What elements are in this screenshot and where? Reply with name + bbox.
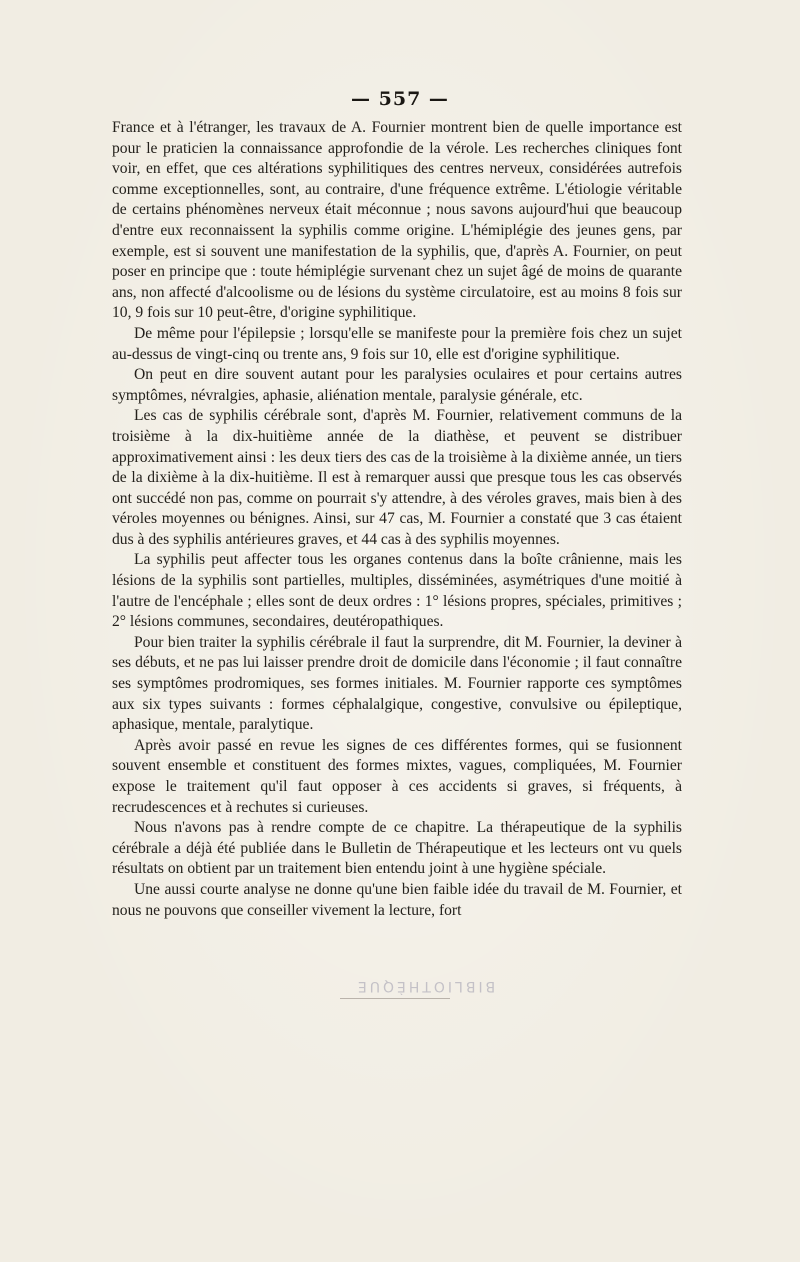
paragraph-3: On peut en dire souvent autant pour les paralysies oculaires et pour certains autres symptômes, névralgies, aphasie, aliénation mentale, paralysie générale, etc.	[112, 366, 682, 404]
paragraph-1: France et à l'étranger, les travaux de A. Fournier montrent bien de quelle importance est pour le praticien la connaissance approfondie de la vérole. Les recherches cliniques font voir, en effet, que ces altérations syphilitiques des centres nerveux, considérées autrefois comme exceptionnelles, sont, au contraire, d'une fréquence extrême. L'étiologie véritable de certains phénomènes nerveux était méconnue ; nous savons aujourd'hui que beaucoup d'entre eux reconnaissent la syphilis comme origine. L'hémiplégie des jeunes gens, par exemple, est si souvent une manifestation de la syphilis, que, d'après A. Fournier, on peut poser en principe que : toute hémiplégie survenant chez un sujet âgé de moins de quarante ans, non affecté d'alcoolisme ou de lésions du système circulatoire, est au moins 8 fois sur 10, 9 fois sur 10 peut-être, d'origine syphilitique.	[112, 119, 682, 322]
paragraph-8: Nous n'avons pas à rendre compte de ce chapitre. La thérapeutique de la syphilis cérébrale a déjà été publiée dans le Bulletin de Thérapeutique et les lecteurs ont vu quels résultats on obtient par un traitement bien entendu joint à une hygiène spéciale.	[112, 819, 682, 878]
stamp-underline	[340, 998, 450, 999]
paragraph-4: Les cas de syphilis cérébrale sont, d'après M. Fournier, relativement communs de la troisième à la dix-huitième année de la diathèse, et peuvent se distribuer approximativement ainsi : les deux tiers des cas de la troisième à la dixième année, un tiers de la dixième à la dix-huitième. Il est à remarquer aussi que presque tous les cas observés ont succédé non pas, comme on pourrait s'y attendre, à des véroles graves, mais bien à des véroles moyennes ou bénignes. Ainsi, sur 47 cas, M. Fournier a constaté que 3 cas étaient dus à des syphilis antérieures graves, et 44 cas à des syphilis moyennes.	[112, 407, 682, 548]
paragraph-9: Une aussi courte analyse ne donne qu'une bien faible idée du travail de M. Fournier, et nous ne pouvons que conseiller vivement la lecture, fort	[112, 880, 682, 919]
paragraph-7: Après avoir passé en revue les signes de ces différentes formes, qui se fusionnent souvent ensemble et constituent des formes mixtes, vagues, compliquées, M. Fournier expose le traitement qu'il faut opposer à ces accidents si graves, si fréquents, à recrudescences et à rechutes si curieuses.	[112, 736, 682, 816]
paragraph-6: Pour bien traiter la syphilis cérébrale il faut la surprendre, dit M. Fournier, la deviner à ses débuts, et ne pas lui laisser prendre droit de domicile dans l'économie ; il faut connaître ses symptômes prodromiques, ses formes initiales. M. Fournier rapporte ces symptômes aux six types suivants : formes céphalalgique, congestive, convulsive ou épileptique, aphasique, mentale, paralytique.	[112, 633, 682, 734]
paragraph-2: De même pour l'épilepsie ; lorsqu'elle se manifeste pour la première fois chez un sujet au-dessus de vingt-cinq ou trente ans, 9 fois sur 10, elle est d'origine syphilitique.	[112, 324, 682, 363]
body-text	[112, 118, 682, 921]
page-number: — 557 —	[351, 88, 449, 110]
library-stamp: BIBLIOTHÈQUE	[354, 978, 496, 994]
paragraph-5: La syphilis peut affecter tous les organes contenus dans la boîte crânienne, mais les lésions de la syphilis sont partielles, multiples, disséminées, asymétriques d'une moitié à l'autre de l'encéphale ; elles sont de deux ordres : 1° lésions propres, spéciales, primitives ; 2° lésions communes, secondaires, deutéropathiques.	[112, 551, 682, 631]
